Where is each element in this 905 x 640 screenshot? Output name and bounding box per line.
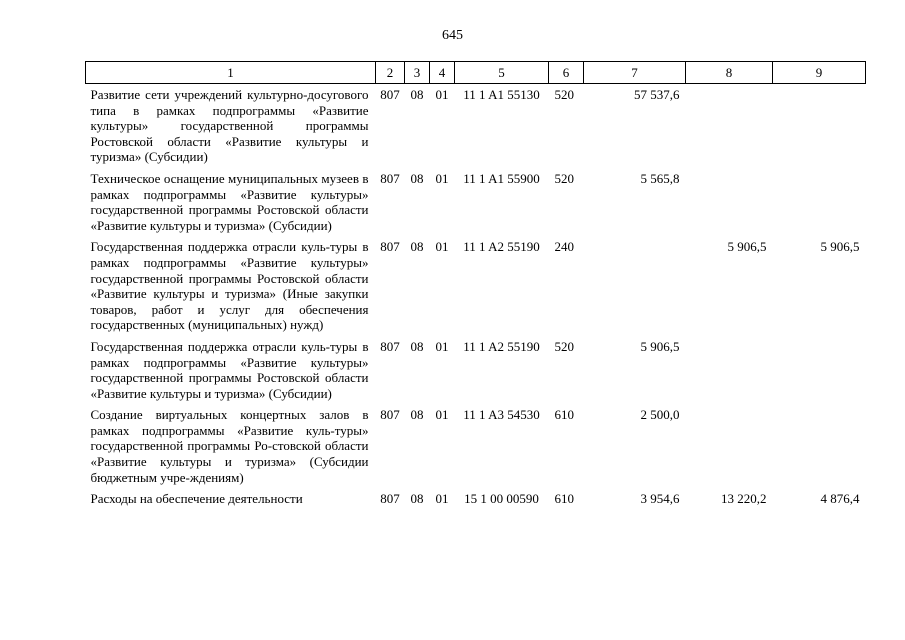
- cell-ministry-code: 807: [380, 491, 400, 507]
- cell-subsection: 01: [435, 170, 449, 186]
- header-cell: 5: [455, 62, 549, 84]
- cell-amount-7: 5 565,8: [640, 170, 680, 186]
- cell-ministry-code: 807: [380, 87, 400, 102]
- row-description: Государственная поддержка отрасли куль-туры в рамках подпрограммы «Развитие культуры» государственной программы Ростовской области «Развитие культуры и туризма» (Субсидии): [90, 338, 369, 401]
- cell-target-code: 15 1 00 00590: [464, 491, 539, 507]
- table-row: [86, 491, 866, 513]
- header-cell: 3: [405, 62, 430, 84]
- row-description: Расходы на обеспечение деятельности: [90, 491, 303, 507]
- header-cell: 7: [584, 62, 686, 84]
- cell-section: 08: [410, 407, 424, 423]
- header-cell: 1: [86, 62, 376, 84]
- row-description: Создание виртуальных концертных залов в рамках подпрограммы «Развитие куль-туры» государственной программы Ро-стовской области «Развитие культуры и туризма» (Субсидии бюджетным учре-ждениям): [90, 407, 369, 485]
- cell-target-code: 11 1 A2 55190: [463, 239, 540, 255]
- cell-target-code: 11 1 A1 55130: [463, 87, 540, 102]
- row-description: Государственная поддержка отрасли куль-туры в рамках подпрограммы «Развитие культуры» государственной программы Ростовской области «Развитие культуры и туризма» (Иные закупки товаров, работ и услуг для обеспечения государственных (муниципальных) нужд): [90, 239, 369, 333]
- cell-amount-9: 5 906,5: [820, 239, 860, 255]
- cell-amount-9: [773, 171, 866, 239]
- cell-expense-type: 520: [554, 338, 574, 354]
- cell-target-code: 11 1 A1 55900: [463, 170, 540, 186]
- cell-amount-8: [686, 171, 773, 239]
- header-cell: 6: [549, 62, 584, 84]
- table-row: [86, 407, 866, 491]
- cell-ministry-code: 807: [380, 338, 400, 354]
- cell-amount-7: 57 537,6: [634, 87, 680, 102]
- cell-target-code: 11 1 A3 54530: [463, 407, 540, 423]
- cell-target-code: 11 1 A2 55190: [463, 338, 540, 354]
- cell-ministry-code: 807: [380, 239, 400, 255]
- cell-subsection: 01: [435, 338, 449, 354]
- cell-expense-type: 240: [554, 239, 574, 255]
- cell-ministry-code: 807: [380, 170, 400, 186]
- cell-section: 08: [410, 170, 424, 186]
- cell-amount-9: 4 876,4: [820, 491, 860, 507]
- row-description: Техническое оснащение муниципальных музеев в рамках подпрограммы «Развитие культуры» государственной программы Ростовской области «Развитие культуры и туризма» (Субсидии): [90, 170, 369, 233]
- row-description: Развитие сети учреждений культурно-досугового типа в рамках подпрограммы «Развитие культуры» государственной программы Ростовской области «Развитие культуры и туризма» (Субсидии): [90, 87, 369, 165]
- cell-amount-8: [686, 407, 773, 491]
- table-row: [86, 171, 866, 239]
- cell-expense-type: 610: [554, 491, 574, 507]
- cell-amount-9: [773, 339, 866, 407]
- cell-section: 08: [410, 491, 424, 507]
- cell-ministry-code: 807: [380, 407, 400, 423]
- cell-amount-8: [686, 339, 773, 407]
- table-row: [86, 84, 866, 171]
- cell-expense-type: 520: [554, 170, 574, 186]
- page-number: 645: [442, 28, 463, 43]
- table-row: [86, 339, 866, 407]
- cell-subsection: 01: [435, 491, 449, 507]
- cell-section: 08: [410, 338, 424, 354]
- header-cell: 9: [773, 62, 866, 84]
- cell-amount-7: 3 954,6: [640, 491, 680, 507]
- table-header-row: [86, 62, 866, 84]
- header-cell: 4: [430, 62, 455, 84]
- table-row: [86, 239, 866, 339]
- header-cell: 2: [376, 62, 405, 84]
- cell-amount-7: 5 906,5: [640, 338, 680, 354]
- cell-subsection: 01: [435, 239, 449, 255]
- cell-amount-8: 5 906,5: [727, 239, 767, 255]
- budget-table: [85, 61, 866, 513]
- cell-subsection: 01: [435, 407, 449, 423]
- cell-amount-7: [584, 239, 686, 339]
- cell-amount-9: [773, 407, 866, 491]
- cell-amount-8: [686, 84, 773, 171]
- cell-expense-type: 520: [554, 87, 574, 102]
- cell-subsection: 01: [435, 87, 449, 102]
- cell-section: 08: [410, 87, 424, 102]
- cell-section: 08: [410, 239, 424, 255]
- cell-amount-7: 2 500,0: [640, 407, 680, 423]
- cell-expense-type: 610: [554, 407, 574, 423]
- cell-amount-8: 13 220,2: [721, 491, 767, 507]
- cell-amount-9: [773, 84, 866, 171]
- header-cell: 8: [686, 62, 773, 84]
